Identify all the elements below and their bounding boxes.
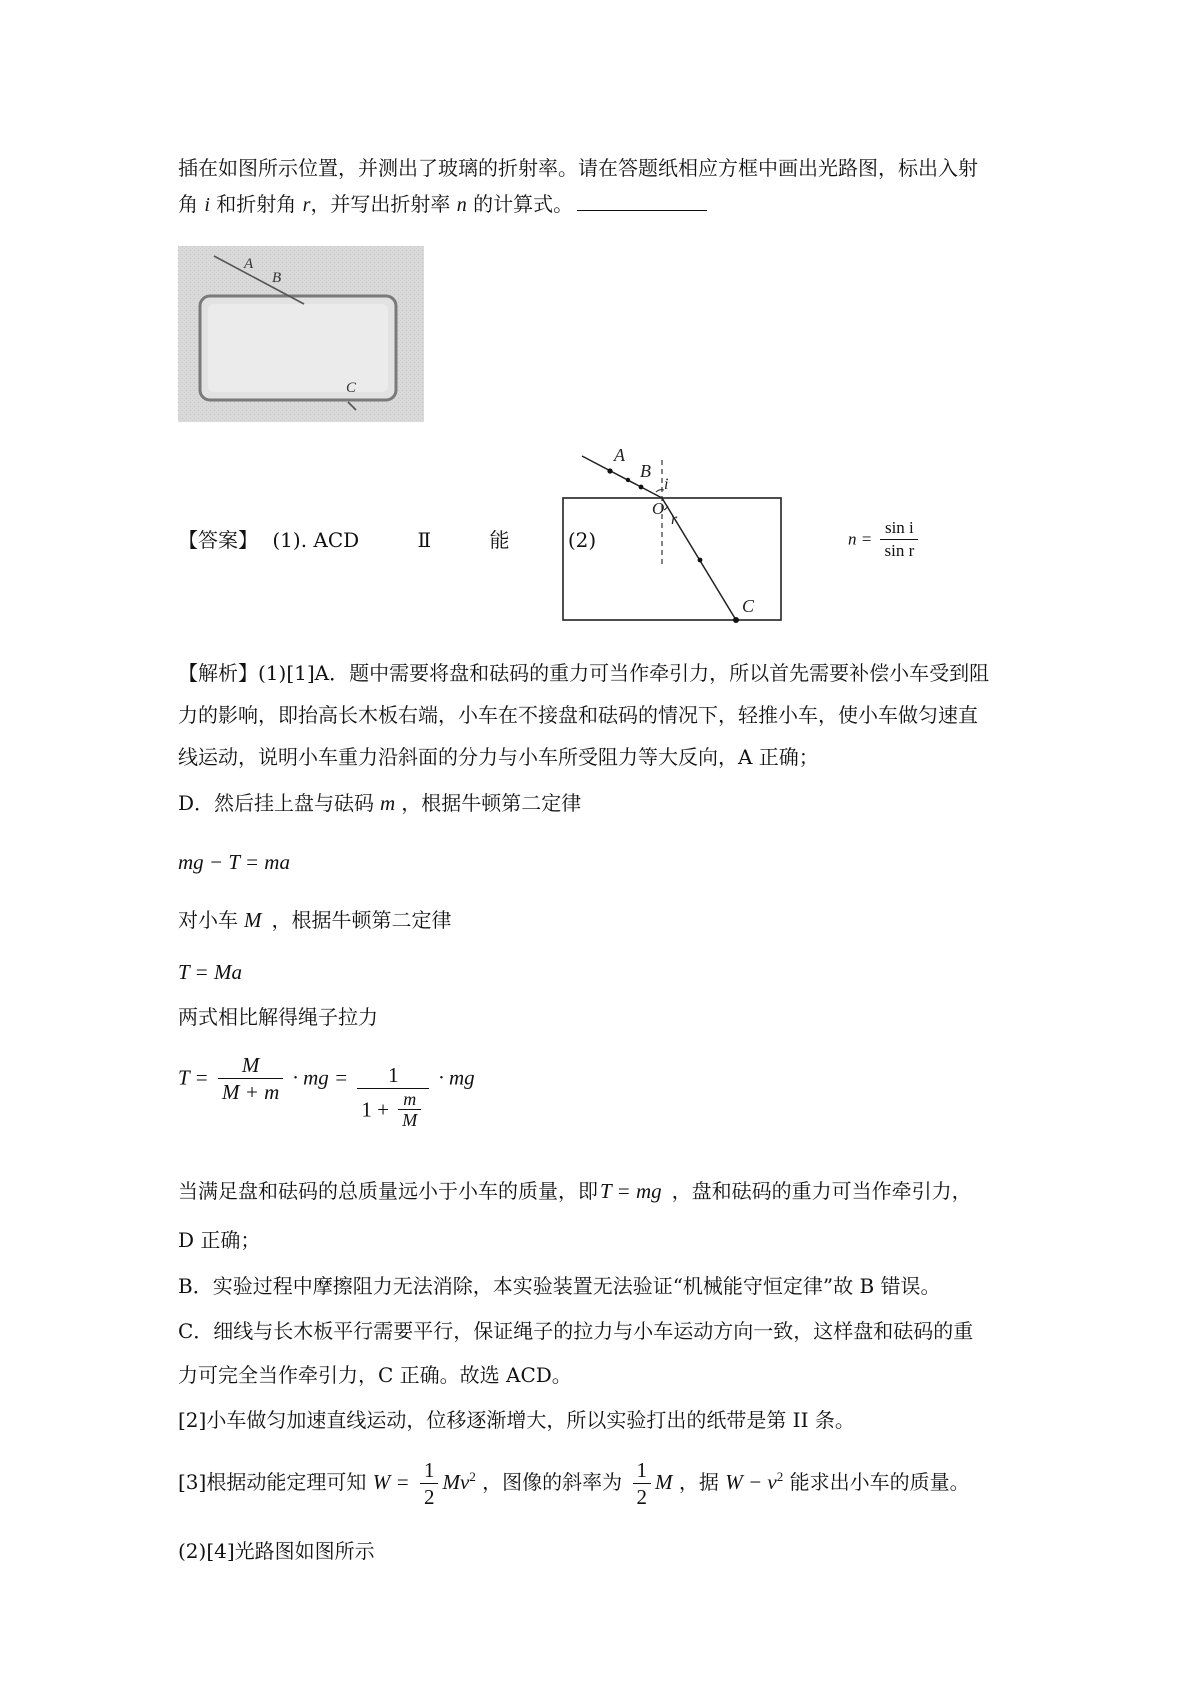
eq3-den-1: M + m [221,1079,280,1104]
analysis-line-9: B．实验过程中摩擦阻力无法消除，本实验装置无法验证“机械能守恒定律”故 B 错误。 [178,1274,941,1298]
diagram-label-b: B [640,461,651,481]
answer-part1: (1). ACD [272,528,360,552]
answer-roman: Ⅱ [417,528,432,552]
diagram-label-o: O [652,499,665,518]
analysis-text: [3]根据动能定理可知 [178,1470,367,1494]
math-mv: Mv [442,1470,470,1494]
analysis-text: ，据 [678,1470,719,1494]
analysis-text: D．然后挂上盘与砝码 [178,791,375,815]
analysis-line-10: C．细线与长木板平行需要平行，保证绳子的拉力与小车运动方向一致，这样盘和砝码的重 [178,1319,974,1343]
eq3-lhs: T = [178,1065,209,1090]
photo-label-c: C [346,380,357,396]
analysis-line-12: [2]小车做匀加速直线运动，位移逐渐增大，所以实验打出的纸带是第 II 条。 [178,1408,855,1432]
glass-block-photo [178,246,424,422]
math-w-minus-v: W − v [725,1470,777,1494]
eq3-den-2 [357,1089,429,1130]
equation-3 [178,1044,475,1130]
eq3-fraction-2 [357,1062,429,1130]
eq3-nested-num: m [398,1089,421,1110]
analysis-line-5 [178,906,452,934]
formula-lhs: n = [848,529,873,549]
superscript-2: 2 [469,1469,476,1484]
eq3-den2-pre: 1 + [361,1097,390,1122]
question-line-1: 插在如图所示位置，并测出了玻璃的折射率。请在答题纸相应方框中画出光路图，标出入射 [178,156,978,180]
half-den-2: 2 [636,1485,648,1509]
answer-blank [577,210,707,211]
analysis-line-6: 两式相比解得绳子拉力 [178,1005,378,1029]
angle-r: r [302,194,311,216]
analysis-line-13 [178,1452,970,1512]
eq3-mid: · mg = [292,1065,349,1090]
answer-line [178,526,596,554]
analysis-text: ，盘和砝码的重力可当作牵引力， [671,1179,972,1203]
analysis-text: 对小车 [178,908,238,932]
photo-label-a: A [244,256,254,272]
analysis-line-8: D 正确； [178,1228,261,1252]
diagram-label-a: A [614,445,625,465]
eq3-nested-fraction [398,1089,421,1130]
fraction-half-1 [420,1457,439,1510]
formula-numerator: sin i [880,517,918,540]
math-M: M [244,908,262,932]
question-text: 的计算式。 [466,192,574,216]
fraction-half-2 [633,1457,652,1510]
math-M-2: M [655,1470,673,1494]
eq3-num-1: M [218,1052,283,1079]
eq3-end: · mg [438,1065,475,1090]
diagram-label-c: C [742,596,755,616]
photo-label-b: B [272,270,282,286]
question-text: 角 [178,192,205,216]
eq3-fraction-1 [218,1052,283,1105]
equation-2: T = Ma [178,960,242,984]
analysis-text: ，根据牛顿第二定律 [401,791,582,815]
formula-denominator: sin r [884,541,915,560]
answer-tag: 【答案】 [178,528,258,552]
analysis-text: 当满足盘和砝码的总质量远小于小车的质量，即 [178,1179,598,1203]
analysis-line-7 [178,1177,972,1205]
analysis-line-14: (2)[4]光路图如图所示 [178,1539,375,1563]
math-m: m [380,791,396,815]
math-t-equals-mg: T = mg [600,1179,662,1203]
math-w-equals: W = [372,1470,410,1494]
analysis-line-11: 力可完全当作牵引力，C 正确。故选 ACD。 [178,1363,572,1387]
question-line-2 [178,190,707,219]
analysis-text: ，根据牛顿第二定律 [271,908,452,932]
question-text: 和折射角 [209,192,303,216]
analysis-text: ，图像的斜率为 [482,1470,623,1494]
analysis-line-1: 【解析】(1)[1]A．题中需要将盘和砝码的重力可当作牵引力，所以首先需要补偿小车受到阻 [178,661,990,685]
eq3-nested-den: M [402,1110,418,1130]
answer-part2: (2) [567,528,597,552]
eq3-num-2: 1 [357,1062,429,1089]
answer-can: 能 [489,528,510,552]
analysis-line-3: 线运动，说明小车重力沿斜面的分力与小车所受阻力等大反向，A 正确； [178,745,819,769]
formula-fraction [880,517,918,562]
superscript-2b: 2 [776,1469,784,1484]
analysis-line-2: 力的影响，即抬高长木板右端，小车在不接盘和砝码的情况下，轻推小车，使小车做匀速直 [178,703,978,727]
half-num-2: 1 [633,1457,652,1484]
light-path-diagram [560,440,790,625]
diagram-label-r: r [671,511,678,528]
equation-1: mg − T = ma [178,850,290,874]
diagram-label-i: i [664,476,669,493]
angle-i: i [204,194,210,216]
analysis-text: 能求出小车的质量。 [789,1470,970,1494]
analysis-line-4 [178,789,581,817]
refractive-index-formula [848,517,922,562]
half-num-1: 1 [420,1457,439,1484]
half-den-1: 2 [423,1485,435,1509]
question-text: ，并写出折射率 [310,192,457,216]
refractive-index-n: n [456,194,467,216]
